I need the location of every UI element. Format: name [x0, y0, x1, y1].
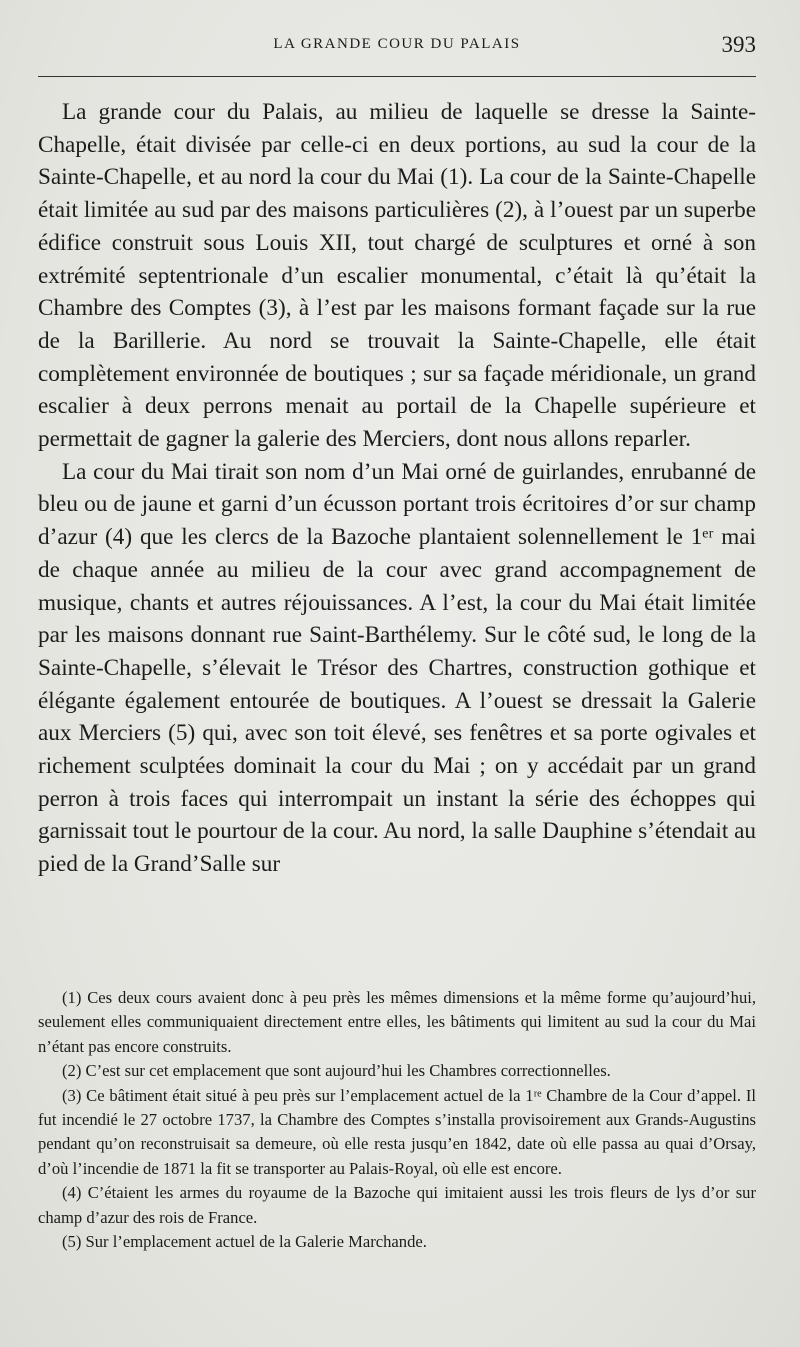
body-paragraph-2: La cour du Mai tirait son nom d’un Mai orné de guirlandes, enrubanné de bleu ou de jaune et garni d’un écusson portant trois écritoires d’or sur champ d’azur (4) que les clercs de la Bazoche plantaient solennellement le 1ᵉʳ mai de chaque année au milieu de la cour avec grand accompagnement de musique, chants et autres réjouissances. A l’est, la cour du Mai était limitée par les maisons donnant rue Saint-Barthélemy. Sur le côté sud, le long de la Sainte-Chapelle, s’élevait le Trésor des Chartres, construction gothique et élégante également entourée de boutiques. A l’ouest se dressait la Galerie aux Merciers (5) qui, avec son toit élevé, ses fenêtres et sa porte ogivales et richement sculptées dominait la cour du Mai ; on y accédait par un grand perron à trois faces qui interrompait un instant la série des échoppes qui garnissait tout le pourtour de la cour. Au nord, la salle Dauphine s’étendait au pied de la Grand’Salle sur — [38, 458, 756, 878]
page-header — [38, 30, 756, 64]
page-number: 393 — [721, 32, 756, 57]
body-paragraph-1: La grande cour du Palais, au milieu de laquelle se dresse la Sainte-Chapelle, était divisée par celle-ci en deux portions, au sud la cour de la Sainte-Chapelle, et au nord la cour du Mai (1). La cour de la Sainte-Chapelle était limitée au sud par des maisons particulières (2), à l’ouest par un superbe édifice construit sous Louis XII, tout chargé de sculptures et orné à son extrémité septentrionale d’un escalier monumental, c’était là qu’était la Chambre des Comptes (3), à l’est par les maisons formant façade sur la rue de la Barillerie. Au nord se trouvait la Sainte-Chapelle, elle était complètement environnée de boutiques ; sur sa façade méridionale, un grand escalier à deux perrons menait au portail de la Chapelle supérieure et permettait de gagner la galerie des Merciers, dont nous allons reparler. — [38, 99, 756, 453]
footnote-1: (1) Ces deux cours avaient donc à peu près les mêmes dimensions et la même forme qu’aujourd’hui, seulement elles communiquaient directement entre elles, les bâtiments qui limitent au sud la cour du Mai n’étant pas encore construits. — [38, 988, 756, 1056]
running-title: LA GRANDE COUR DU PALAIS — [273, 36, 521, 52]
footnote-2: (2) C’est sur cet emplacement que sont aujourd’hui les Chambres correctionnelles. — [62, 1061, 611, 1081]
footnote-4: (4) C’étaient les armes du royaume de la Bazoche qui imitaient aussi les trois fleurs de lys d’or sur champ d’azur des rois de France. — [38, 1183, 756, 1227]
main-text — [38, 96, 756, 881]
footnotes — [38, 986, 756, 1254]
footnote-5: (5) Sur l’emplacement actuel de la Galerie Marchande. — [62, 1232, 427, 1252]
footnote-3: (3) Ce bâtiment était situé à peu près sur l’emplacement actuel de la 1ʳᵉ Chambre de la Cour d’appel. Il fut incendié le 27 octobre 1737, la Chambre des Comptes s’installa provisoirement aux Grands-Augustins pendant qu’on reconstruisait sa demeure, où elle resta jusqu’en 1842, date où elle passa au quai d’Orsay, d’où l’incendie de 1871 la fit se transporter au Palais-Royal, où elle est encore. — [38, 1085, 756, 1178]
header-rule — [38, 76, 756, 77]
